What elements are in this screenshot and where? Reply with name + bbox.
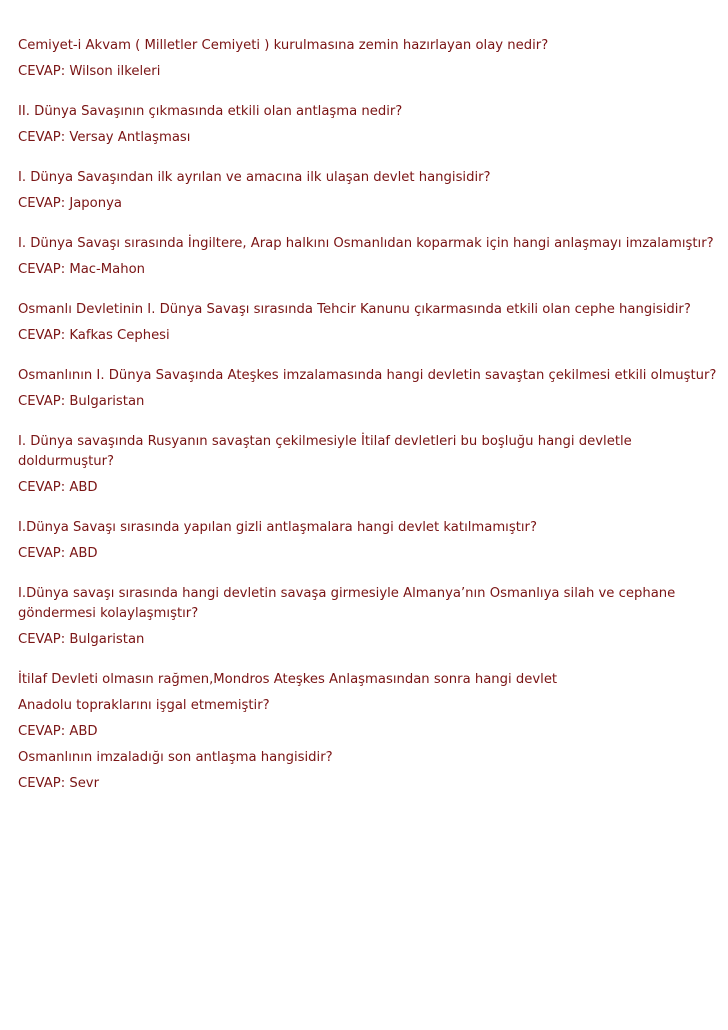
question-text-line2: Anadolu topraklarını işgal etmemiştir?: [18, 698, 270, 713]
answer-text: CEVAP: ABD: [18, 546, 98, 561]
question-text: Osmanlı Devletinin I. Dünya Savaşı sırasında Tehcir Kanunu çıkarmasında etkili olan cephe hangisidir?: [18, 302, 691, 317]
question-text: İtilaf Devleti olmasın rağmen,Mondros Ateşkes Anlaşmasından sonra hangi devlet: [18, 672, 558, 687]
qa-item: [18, 584, 718, 650]
question-text: Osmanlının imzaladığı son antlaşma hangisidir?: [18, 750, 333, 765]
qa-item: [18, 234, 718, 280]
question-text: I. Dünya savaşında Rusyanın savaştan çekilmesiyle İtilaf devletleri bu boşluğu hangi devletle doldurmuştur?: [18, 434, 632, 469]
qa-item: [18, 518, 718, 564]
answer-text: CEVAP: Bulgaristan: [18, 394, 145, 409]
question-text: I. Dünya Savaşı sırasında İngiltere, Arap halkını Osmanlıdan koparmak için hangi anlaşmayı imzalamıştır?: [18, 236, 714, 251]
qa-item: [18, 36, 718, 82]
question-text: I. Dünya Savaşından ilk ayrılan ve amacına ilk ulaşan devlet hangisidir?: [18, 170, 491, 185]
qa-item: [18, 366, 718, 412]
qa-item: [18, 432, 718, 498]
qa-item: [18, 168, 718, 214]
answer-text: CEVAP: Mac-Mahon: [18, 262, 146, 277]
qa-document: [18, 36, 718, 794]
question-text: I.Dünya savaşı sırasında hangi devletin savaşa girmesiyle Almanya’nın Osmanlıya silah ve cephane göndermesi kolaylaşmıştır?: [18, 586, 676, 621]
question-text: Cemiyet-i Akvam ( Milletler Cemiyeti ) kurulmasına zemin hazırlayan olay nedir?: [18, 38, 549, 53]
qa-item: [18, 102, 718, 148]
question-text: I.Dünya Savaşı sırasında yapılan gizli antlaşmalara hangi devlet katılmamıştır?: [18, 520, 537, 535]
answer-text: CEVAP: Japonya: [18, 196, 122, 211]
answer-text: CEVAP: ABD: [18, 724, 98, 739]
question-text: II. Dünya Savaşının çıkmasında etkili olan antlaşma nedir?: [18, 104, 403, 119]
answer-text: CEVAP: Sevr: [18, 776, 100, 791]
qa-item: [18, 670, 718, 742]
answer-text: CEVAP: Wilson ilkeleri: [18, 64, 161, 79]
answer-text: CEVAP: ABD: [18, 480, 98, 495]
qa-item: [18, 300, 718, 346]
qa-item: [18, 748, 718, 794]
answer-text: CEVAP: Kafkas Cephesi: [18, 328, 170, 343]
question-text: Osmanlının I. Dünya Savaşında Ateşkes imzalamasında hangi devletin savaştan çekilmesi etkili olmuştur?: [18, 368, 717, 383]
answer-text: CEVAP: Versay Antlaşması: [18, 130, 191, 145]
answer-text: CEVAP: Bulgaristan: [18, 632, 145, 647]
